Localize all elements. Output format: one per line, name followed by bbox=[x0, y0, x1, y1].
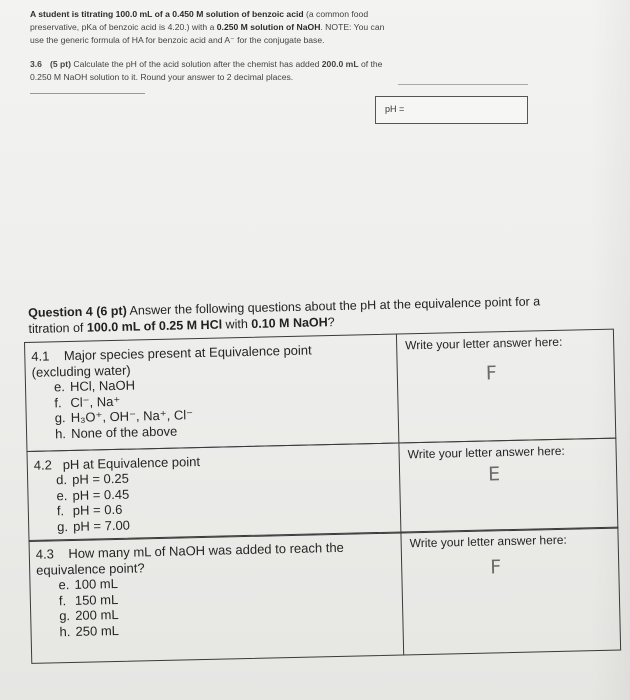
answer-cell[interactable] bbox=[397, 330, 616, 451]
question-cell bbox=[25, 335, 399, 451]
divider-line bbox=[30, 93, 145, 94]
option-text: pH = 7.00 bbox=[73, 517, 131, 534]
q36-number: 3.6 bbox=[30, 59, 42, 69]
row-title-text: Major species present at Equivalence point bbox=[63, 342, 312, 364]
row-title-text: pH at Equivalence point bbox=[62, 453, 201, 472]
q4-text: ? bbox=[327, 315, 335, 330]
option-letter: g. bbox=[54, 410, 66, 426]
divider-line bbox=[398, 84, 528, 85]
ph-answer-box[interactable] bbox=[375, 96, 528, 124]
intro-bold: 100.0 mL of a 0.450 M solution of benzoic acid bbox=[115, 9, 304, 19]
question-4-table bbox=[24, 329, 621, 664]
answer-cell[interactable] bbox=[401, 528, 620, 663]
answer-cell[interactable] bbox=[399, 438, 617, 540]
option-letter: d. bbox=[55, 472, 68, 488]
option-letter: g. bbox=[59, 608, 71, 624]
row-title-text: How many mL of NaOH was added to reach the bbox=[68, 539, 344, 562]
option-letter: g. bbox=[57, 518, 69, 534]
question-cell bbox=[30, 532, 405, 662]
option-text: None of the above bbox=[70, 423, 178, 441]
option-text: 200 mL bbox=[75, 606, 119, 623]
option-letter: f. bbox=[56, 503, 65, 519]
table-row-4-2 bbox=[26, 437, 618, 541]
intro-bold: 0.250 M solution of NaOH bbox=[216, 22, 321, 32]
intro-text: (a common food bbox=[303, 9, 369, 19]
q4-label: Question 4 bbox=[28, 304, 93, 320]
row-number: 4.1 bbox=[31, 348, 50, 364]
row-number: 4.2 bbox=[33, 456, 53, 473]
option-text: pH = 0.6 bbox=[72, 501, 123, 518]
q4-bold: 100.0 mL of 0.25 M HCl bbox=[86, 317, 223, 335]
problem-intro bbox=[30, 8, 540, 47]
q4-bold: 0.10 M NaOH bbox=[251, 315, 328, 331]
option-text: pH = 0.25 bbox=[71, 470, 130, 487]
option-letter: f. bbox=[58, 592, 67, 608]
option-text: H₃O⁺, OH⁻, Na⁺, Cl⁻ bbox=[70, 407, 194, 425]
intro-line-1 bbox=[30, 8, 540, 21]
q36-volume: 200.0 mL bbox=[321, 59, 359, 69]
handwritten-answer: F bbox=[485, 362, 498, 385]
option-text: Cl⁻, Na⁺ bbox=[70, 393, 121, 410]
option-text: pH = 0.45 bbox=[72, 486, 130, 503]
handwritten-answer: E bbox=[487, 462, 501, 486]
option-letter: h. bbox=[54, 425, 67, 441]
q4-points: (6 pt) bbox=[96, 303, 127, 319]
option-letter: f. bbox=[54, 394, 62, 410]
table-row-4-3 bbox=[28, 527, 621, 664]
intro-text: . NOTE: You can bbox=[320, 22, 385, 32]
q36-points: (5 pt) bbox=[49, 59, 71, 69]
option-text: 150 mL bbox=[74, 591, 119, 608]
option-letter: h. bbox=[59, 623, 71, 639]
intro-line-3: use the generic formula of HA for benzoic acid and A⁻ for the conjugate base. bbox=[30, 35, 325, 45]
option-text: 100 mL bbox=[74, 575, 119, 592]
q4-text: titration of bbox=[28, 320, 88, 336]
answer-prompt: Write your letter answer here: bbox=[407, 443, 565, 461]
q4-text: with bbox=[221, 316, 252, 332]
option-letter: e. bbox=[53, 379, 66, 395]
option-text: HCl, NaOH bbox=[69, 377, 136, 394]
intro-text: preservative, pKa of benzoic acid is 4.20.) with a bbox=[30, 22, 217, 32]
row-subtitle: (excluding water) bbox=[31, 362, 131, 380]
table-row-4-1 bbox=[24, 329, 616, 452]
row-subtitle: equivalence point? bbox=[36, 559, 145, 578]
question-cell bbox=[27, 443, 401, 540]
intro-line-2 bbox=[30, 21, 540, 34]
option-letter: e. bbox=[56, 487, 68, 503]
answer-prompt: Write your letter answer here: bbox=[409, 532, 567, 551]
page-edge-shadow bbox=[590, 0, 630, 700]
q36-line-2: 0.250 M NaOH solution to it. Round your answer to 2 decimal places. bbox=[30, 72, 294, 82]
intro-text: A student is titrating bbox=[30, 9, 116, 19]
question-3-6 bbox=[30, 58, 550, 84]
q36-text: Calculate the pH of the acid solution after the chemist has added bbox=[70, 59, 322, 69]
option-text: 250 mL bbox=[75, 622, 120, 639]
answer-prompt: Write your letter answer here: bbox=[405, 334, 563, 353]
handwritten-answer: F bbox=[489, 556, 502, 579]
q36-line-1 bbox=[30, 58, 550, 71]
q4-text: Answer the following questions about the pH at the equivalence point for a bbox=[126, 294, 541, 318]
option-letter: e. bbox=[58, 577, 70, 593]
row-number: 4.3 bbox=[35, 546, 55, 562]
ph-answer-label: pH = bbox=[385, 104, 405, 114]
q36-text: of the bbox=[358, 59, 383, 69]
